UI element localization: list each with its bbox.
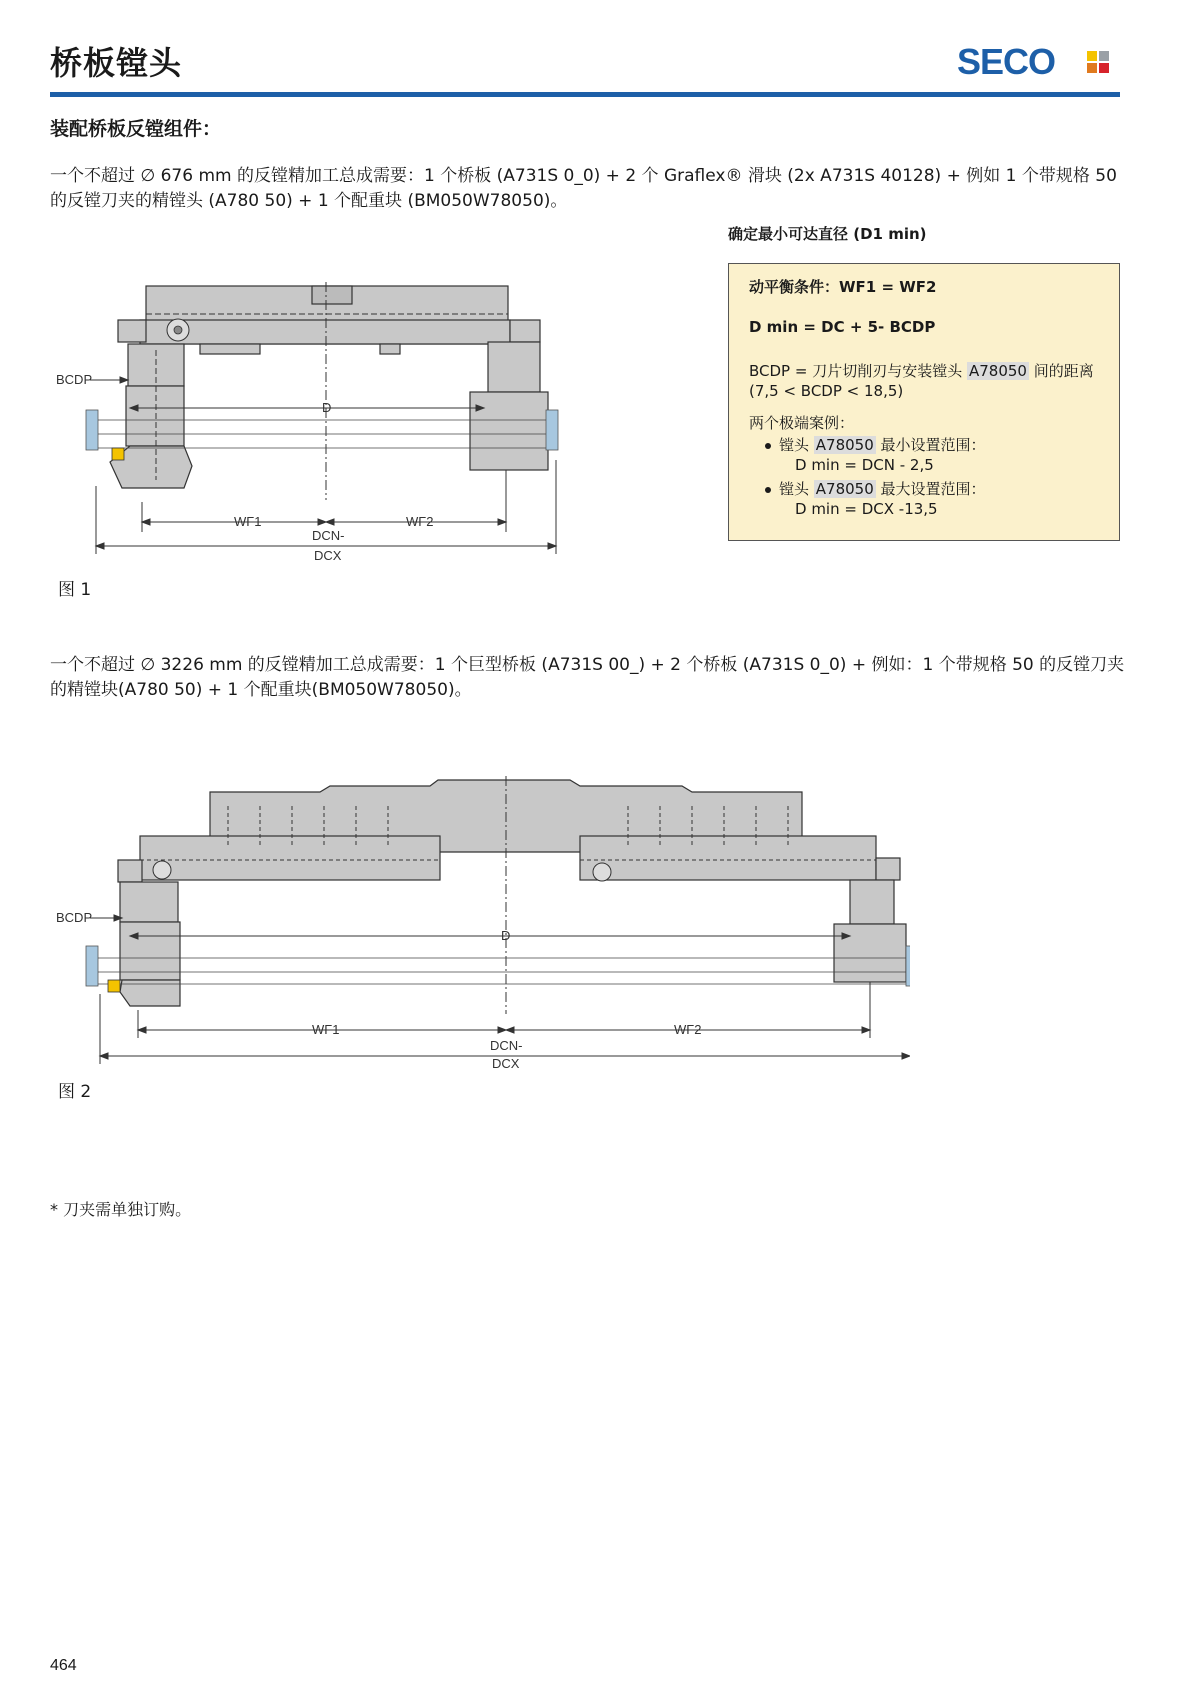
- dmin-formula: D min = DC + 5- BCDP: [749, 318, 936, 336]
- fig2-d-label: D: [501, 928, 511, 943]
- fig2-wf1-label: WF1: [312, 1022, 340, 1037]
- paragraph-assembly-3226: 一个不超过 ∅ 3226 mm 的反镗精加工总成需要：1 个巨型桥板 (A731S 00_) + 2 个桥板 (A731S 0_0) + 例如：1 个带规格 50 的反镗刀夹的精镗块(A780 50) + 1 个配重块(BM050W78050)。: [50, 655, 1125, 700]
- fig2-dcx-label: DCX: [492, 1056, 520, 1070]
- fig1-wf2-label: WF2: [406, 514, 434, 529]
- footnote: * 刀夹需单独订购。: [50, 1200, 192, 1219]
- fig1-d-label: D: [322, 400, 332, 415]
- case1-text: 镗头 A78050 最小设置范围：: [765, 434, 986, 455]
- case2-text: 镗头 A78050 最大设置范围：: [765, 478, 986, 499]
- page-title: 桥板镗头: [50, 44, 183, 82]
- bcdp-range: (7,5 < BCDP < 18,5): [749, 382, 904, 400]
- fig2-dcn-label: DCN-: [490, 1038, 523, 1053]
- logo-squares-icon: [1087, 51, 1109, 73]
- figure-1-drawing: [50, 270, 570, 570]
- logo-text: SECO: [957, 41, 1056, 82]
- paragraph-assembly-676: 一个不超过 ∅ 676 mm 的反镗精加工总成需要：1 个桥板 (A731S 0_0) + 2 个 Graflex® 滑块 (2x A731S 40128) + 例如 1 个带规格 50的反镗刀夹的精镗头 (A780 50) + 1 个配重块 (BM050W78050)。: [50, 166, 1117, 211]
- seco-logo: [957, 42, 1117, 82]
- fig1-bcdp-label: BCDP: [56, 372, 93, 387]
- section-title: 装配桥板反镗组件：: [50, 118, 222, 140]
- info-box: [728, 263, 1120, 541]
- page-number: 464: [50, 1657, 77, 1674]
- bcdp-definition: BCDP = 刀片切削刃与安装镗头 A78050 间的距离: [749, 362, 1094, 380]
- info-box-heading: 确定最小可达直径 (D1 min): [728, 225, 927, 243]
- figure-2-label: 图 2: [58, 1082, 92, 1102]
- bullet-icon: [765, 487, 771, 493]
- balance-condition: 动平衡条件：WF1 = WF2: [749, 278, 937, 296]
- case2-formula: D min = DCX -13,5: [795, 500, 938, 518]
- fig1-wf1-label: WF1: [234, 514, 262, 529]
- extreme-cases-title: 两个极端案例：: [749, 414, 855, 432]
- fig1-dcx-label: DCX: [314, 548, 342, 563]
- header-rule: [50, 92, 1120, 97]
- fig1-dcn-label: DCN-: [312, 528, 345, 543]
- bullet-icon: [765, 443, 771, 449]
- figure-2-drawing: [50, 770, 910, 1070]
- fig2-bcdp-label: BCDP: [56, 910, 93, 925]
- fig2-wf2-label: WF2: [674, 1022, 702, 1037]
- figure-1-label: 图 1: [58, 580, 92, 600]
- case1-formula: D min = DCN - 2,5: [795, 456, 934, 474]
